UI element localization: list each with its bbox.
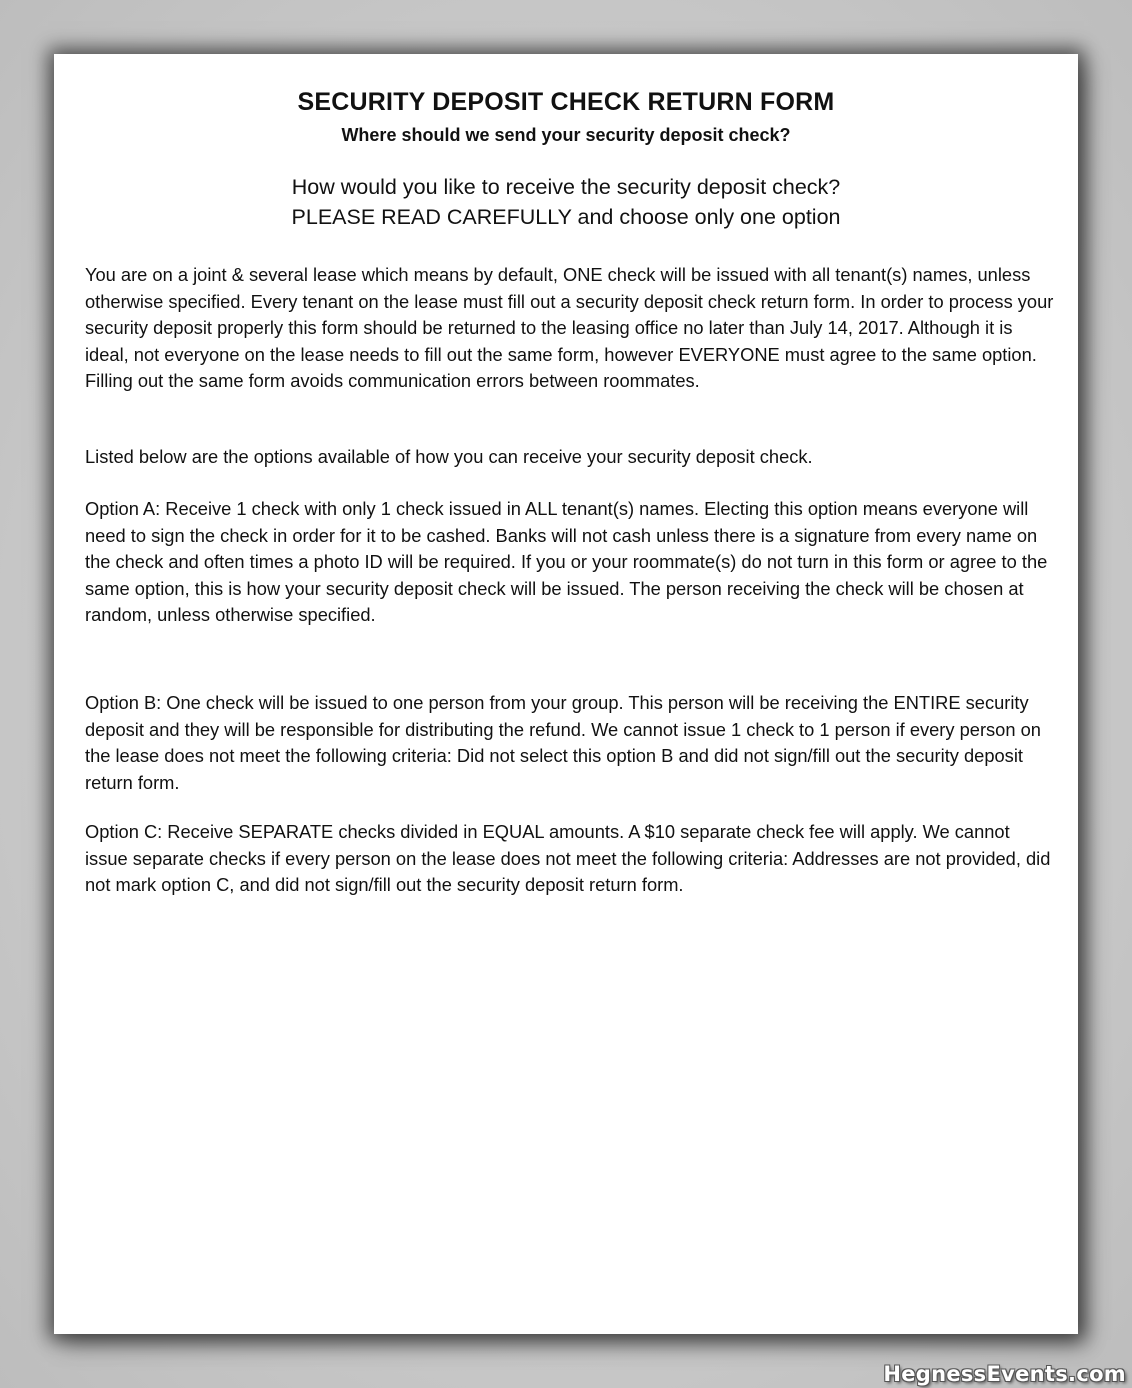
option-b-paragraph: Option B: One check will be issued to one person from your group. This person will be receiving the ENTIRE security deposit and they will be responsible for distributing the refund. We cannot issue 1 check to 1 person if every person on the lease does not meet the following criteria: Did not select this option B and did not sign/fill out the security deposit return form. xyxy=(85,692,1041,793)
option-c-paragraph: Option C: Receive SEPARATE checks divided in EQUAL amounts. A $10 separate check fee will apply. We cannot issue separate checks if every person on the lease does not meet the following criteria: Addresses are not provided, did not mark option C, and did not sign/fill out the security deposit return form. xyxy=(85,821,1051,896)
form-subtitle: Where should we send your security deposit check? xyxy=(341,125,791,145)
question-line-1: How would you like to receive the security deposit check? xyxy=(291,175,841,199)
options-intro-paragraph: Listed below are the options available of how you can receive your security deposit check. xyxy=(85,446,813,467)
watermark-text: HegnessEvents.com xyxy=(883,1362,1126,1386)
question-line-2: PLEASE READ CAREFULLY and choose only one option xyxy=(291,205,841,229)
document-page xyxy=(54,54,1078,1334)
option-a-paragraph: Option A: Receive 1 check with only 1 check issued in ALL tenant(s) names. Electing this option means everyone will need to sign the check in order for it to be cashed. Banks will not cash unless there is a signature from every name on the check and often times a photo ID will be required. If you or your roommate(s) do not turn in this form or agree to the same option, this is how your security deposit check will be issued. The person receiving the check will be chosen at random, unless otherwise specified. xyxy=(85,498,1048,626)
intro-paragraph: You are on a joint & several lease which means by default, ONE check will be issued with all tenant(s) names, unless otherwise specified. Every tenant on the lease must fill out a security deposit check return form. In order to process your security deposit properly this form should be returned to the leasing office no later than July 14, 2017. Although it is ideal, not everyone on the lease needs to fill out the same form, however EVERYONE must agree to the same option. Filling out the same form avoids communication errors between roommates. xyxy=(85,264,1054,392)
form-title: SECURITY DEPOSIT CHECK RETURN FORM xyxy=(297,88,835,116)
